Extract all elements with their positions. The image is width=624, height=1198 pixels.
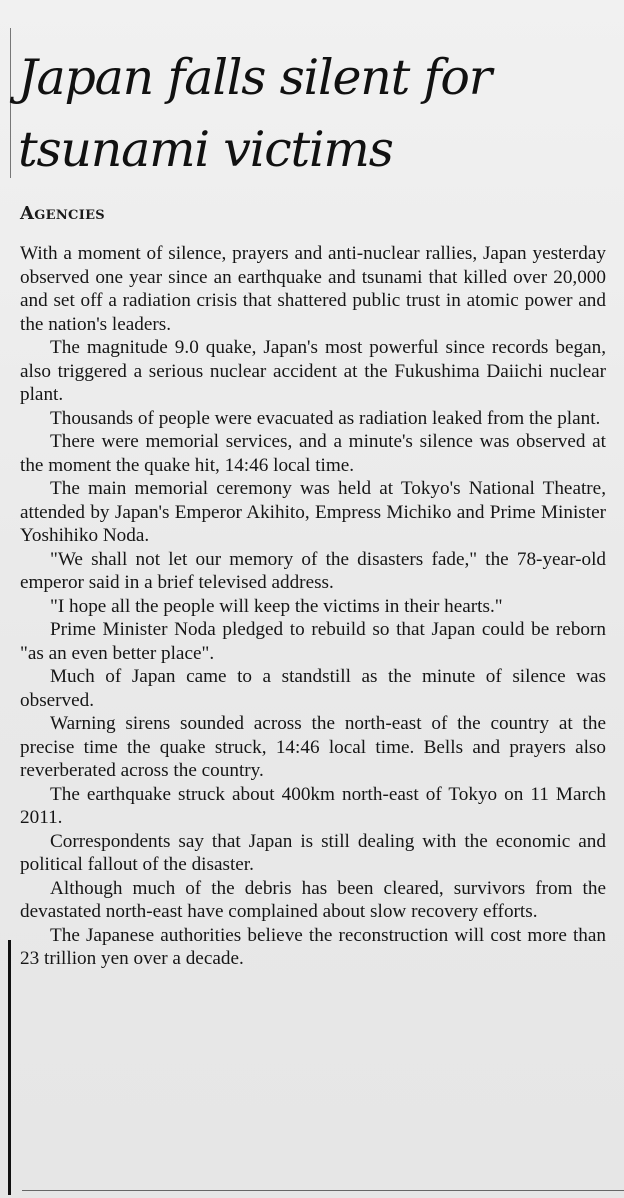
article-paragraph: Warning sirens sounded across the north-east of the country at the precise time the quake struck, 14:46 local time. Bells and prayers also reverberated across the country.	[20, 713, 606, 781]
article-paragraph: Prime Minister Noda pledged to rebuild so that Japan could be reborn "as an even better place".	[20, 619, 606, 664]
article-headline: Japan falls silent for tsunami victims	[18, 49, 491, 178]
article-paragraph: The main memorial ceremony was held at Tokyo's National Theatre, attended by Japan's Emperor Akihito, Empress Michiko and Prime Minister Yoshihiko Noda.	[20, 478, 606, 546]
article-paragraph: With a moment of silence, prayers and anti-nuclear rallies, Japan yesterday observed one year since an earthquake and tsunami that killed over 20,000 and set off a radiation crisis that shattered public trust in atomic power and the nation's leaders.	[20, 243, 606, 335]
bottom-rule	[22, 1190, 624, 1191]
article-paragraph: The magnitude 9.0 quake, Japan's most powerful since records began, also triggered a serious nuclear accident at the Fukushima Daiichi nuclear plant.	[20, 337, 606, 405]
article-paragraph: Correspondents say that Japan is still dealing with the economic and political fallout of the disaster.	[20, 830, 606, 875]
article-paragraph: The Japanese authorities believe the reconstruction will cost more than 23 trillion yen over a decade.	[20, 924, 606, 969]
article-paragraph: Thousands of people were evacuated as radiation leaked from the plant.	[50, 407, 601, 429]
article-body	[20, 242, 606, 971]
article-paragraph: There were memorial services, and a minute's silence was observed at the moment the quake hit, 14:46 local time.	[20, 431, 606, 476]
article-paragraph: Much of Japan came to a standstill as the minute of silence was observed.	[20, 666, 606, 711]
column-bar	[8, 940, 11, 1195]
article-byline: Agencies	[20, 203, 105, 224]
article-paragraph: Although much of the debris has been cleared, survivors from the devastated north-east have complained about slow recovery efforts.	[20, 877, 606, 922]
article-paragraph: "I hope all the people will keep the victims in their hearts."	[50, 595, 503, 617]
column-rule	[10, 28, 11, 178]
article-paragraph: The earthquake struck about 400km north-east of Tokyo on 11 March 2011.	[20, 783, 606, 828]
article-paragraph: "We shall not let our memory of the disasters fade," the 78-year-old emperor said in a brief televised address.	[20, 548, 606, 593]
